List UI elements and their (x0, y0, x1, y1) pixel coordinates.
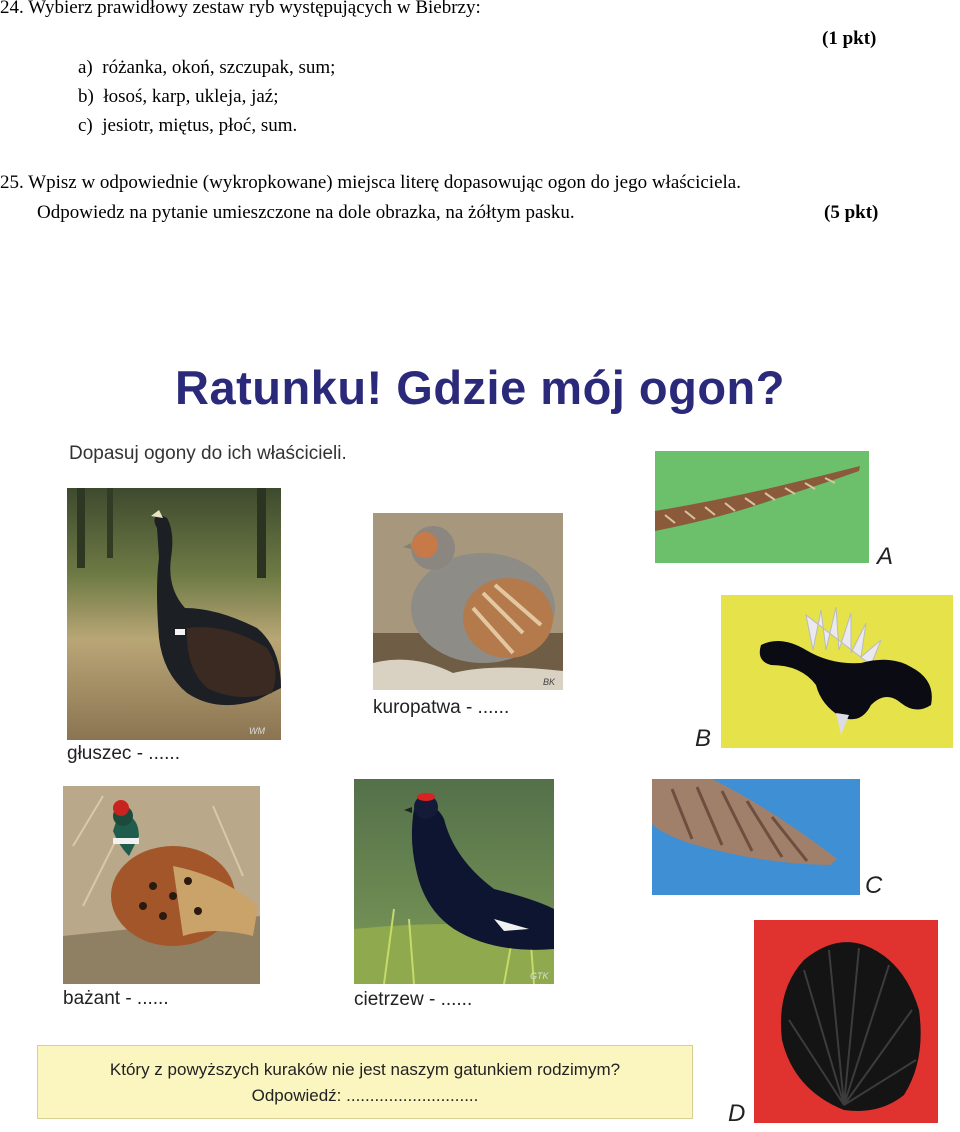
black-grouse-caption: cietrzew - ...... (354, 989, 473, 1010)
capercaillie-caption: głuszec - ...... (67, 743, 180, 764)
tail-c-image (652, 779, 860, 895)
partridge-watermark: BK (543, 677, 556, 687)
tail-a-letter: A (877, 543, 894, 570)
poster-title: Ratunku! Gdzie mój ogon? (175, 361, 785, 414)
question-text: Który z powyższych kuraków nie jest naszym gatunkiem rodzimym? (109, 1060, 621, 1079)
q24-points: (1 pkt) (822, 28, 877, 49)
poster-subtitle: Dopasuj ogony do ich właścicieli. (69, 443, 347, 464)
tail-a-image (655, 451, 869, 563)
black-grouse-watermark: GTK (530, 971, 549, 981)
question-box (37, 1045, 693, 1119)
q25-line1: 25. Wpisz w odpowiednie (wykropkowane) miejsca literę dopasowując ogon do jego właściciela. (0, 172, 741, 193)
black-grouse-photo (354, 779, 554, 984)
partridge-photo (373, 513, 563, 690)
q24-option-a: a) różanka, okoń, szczupak, sum; (78, 57, 336, 78)
tail-b-letter: B (695, 725, 712, 752)
q24-text: 24. Wybierz prawidłowy zestaw ryb występujących w Biebrzy: (0, 0, 481, 18)
tail-d-letter: D (728, 1100, 746, 1127)
tail-d-image (754, 920, 938, 1123)
answer-line: Odpowiedź: ............................ (251, 1086, 479, 1105)
capercaillie-photo (67, 488, 281, 740)
q25-line2: Odpowiedz na pytanie umieszczone na dole obrazka, na żółtym pasku. (37, 202, 575, 223)
q24-option-c: c) jesiotr, miętus, płoć, sum. (78, 115, 298, 136)
pheasant-photo (63, 786, 260, 984)
tail-b-image (721, 595, 953, 748)
partridge-caption: kuropatwa - ...... (373, 697, 510, 718)
pheasant-caption: bażant - ...... (63, 988, 169, 1009)
q25-points: (5 pkt) (824, 202, 879, 223)
q24-option-b: b) łosoś, karp, ukleja, jaź; (78, 86, 279, 107)
capercaillie-watermark: WM (249, 726, 265, 736)
tail-c-letter: C (865, 872, 883, 899)
